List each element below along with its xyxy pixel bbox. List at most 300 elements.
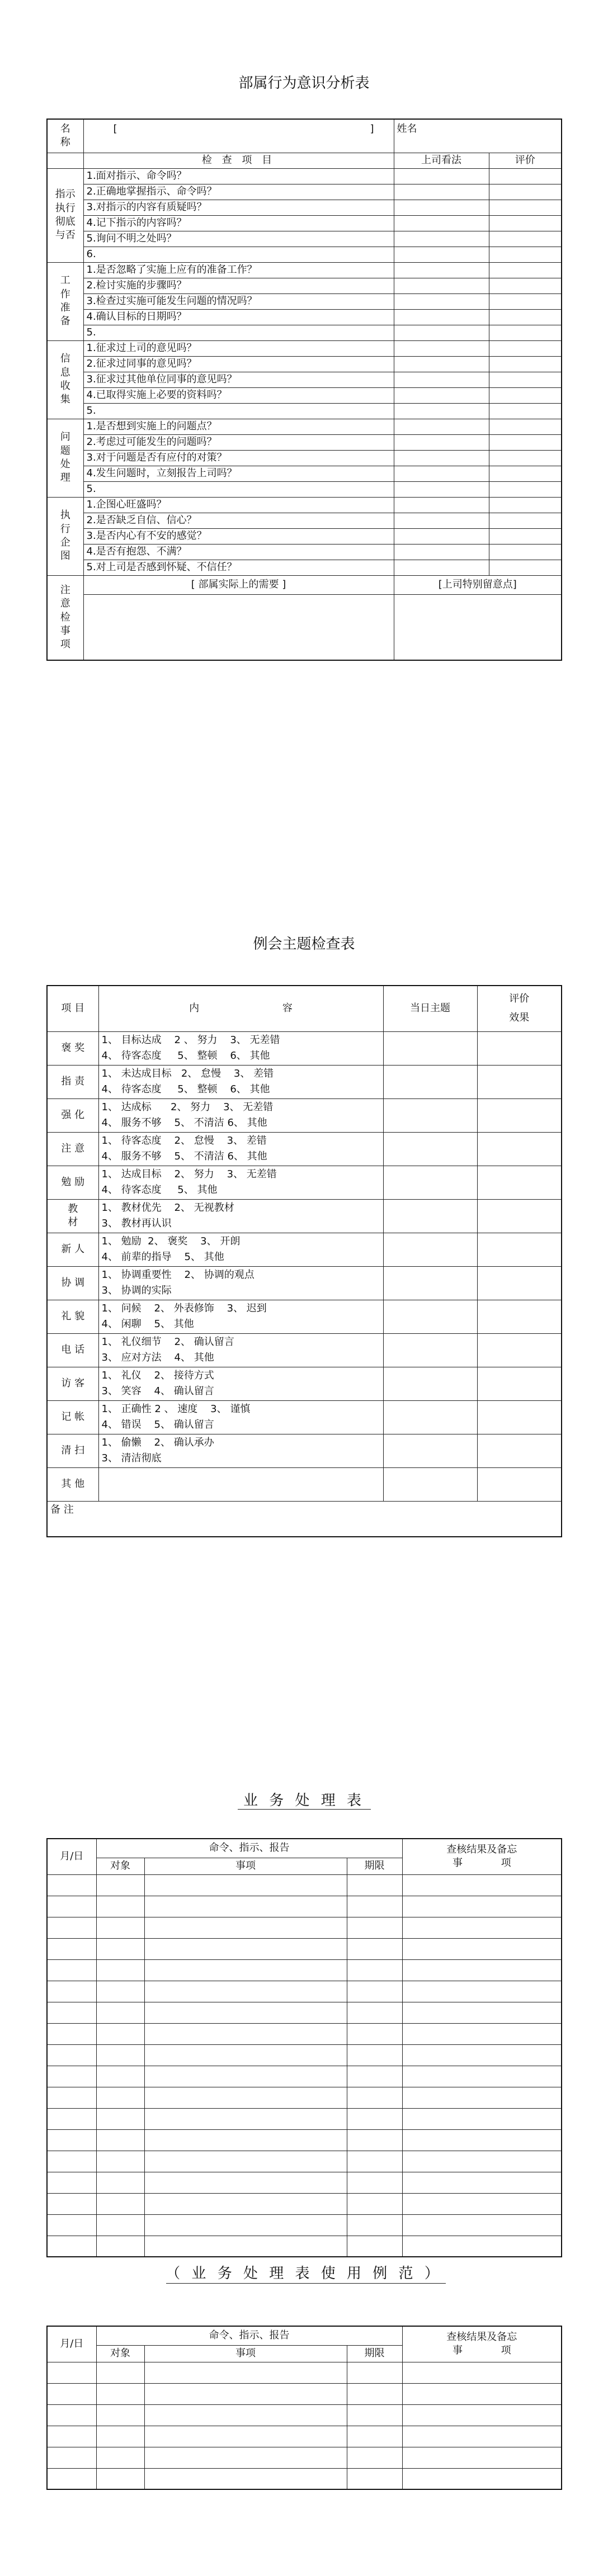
table-row — [47, 419, 562, 434]
evaluation-cell — [489, 262, 562, 278]
item-content — [98, 1467, 383, 1501]
check-item: 5. — [83, 403, 394, 419]
table-row — [47, 2172, 562, 2193]
section-label: 执 行 企 图 — [47, 497, 83, 575]
table-row — [47, 2468, 562, 2489]
evaluation-cell — [477, 1166, 562, 1199]
entry-cell — [47, 1917, 96, 1938]
entry-cell — [347, 2129, 402, 2151]
content-line: 1、 达成目标 2、 努力 3、 无差错 — [101, 1168, 277, 1181]
evaluation-cell — [489, 168, 562, 184]
table-row — [47, 2108, 562, 2129]
evaluation-cell — [477, 1434, 562, 1467]
daily-theme-cell — [383, 1065, 477, 1098]
entry-cell — [96, 2044, 144, 2066]
evaluation-cell — [477, 1300, 562, 1333]
content-line: 1、 达成标 2、 努力 3、 无差错 — [101, 1101, 274, 1114]
form3-title: 业 务 处 理 表 — [243, 1792, 365, 1809]
check-item: 1.企图心旺盛吗？ — [83, 497, 394, 513]
entry-cell — [402, 1917, 562, 1938]
table-row — [47, 278, 562, 293]
behavior-analysis-table — [46, 119, 562, 661]
entry-cell — [96, 2108, 144, 2129]
boss-view-cell — [394, 434, 489, 450]
table-row — [47, 340, 562, 356]
entry-cell — [47, 2468, 96, 2489]
header-blank — [47, 153, 83, 168]
entry-cell — [47, 2129, 96, 2151]
entry-cell — [96, 2193, 144, 2214]
entry-cell — [402, 2383, 562, 2404]
section-label: 工 作 准 备 — [47, 262, 83, 340]
entry-cell — [347, 2044, 402, 2066]
content-line: 4、 错误 5、 确认留言 — [101, 1419, 214, 1431]
content-line: 1、 待客态度 2、 怠慢 3、 差错 — [101, 1135, 267, 1147]
entry-cell — [47, 1874, 96, 1896]
table-row — [47, 2383, 562, 2404]
entry-cell — [347, 1896, 402, 1917]
table-row — [47, 1199, 562, 1233]
entry-cell — [144, 2426, 347, 2447]
table-row — [47, 513, 562, 528]
entry-cell — [347, 1938, 402, 1959]
section-label: 信 息 收 集 — [47, 340, 83, 419]
entry-cell — [347, 2426, 402, 2447]
content-line: 1、 勉励 2、 褒奖 3、 开朗 — [101, 1235, 241, 1248]
person-name-field: 姓名 — [394, 119, 562, 153]
remark-label: 备 注 — [47, 1501, 562, 1537]
item-content — [98, 1199, 383, 1233]
content-line: 1、 问候 2、 外表修饰 3、 迟到 — [101, 1303, 267, 1315]
item-content — [98, 1367, 383, 1400]
notes-boss-body — [394, 594, 562, 660]
boss-view-cell — [394, 466, 489, 481]
entry-cell — [402, 2362, 562, 2383]
table-row — [47, 2129, 562, 2151]
entry-cell — [96, 2002, 144, 2023]
table-row — [47, 1501, 562, 1537]
entry-cell — [144, 2129, 347, 2151]
entry-cell — [347, 2193, 402, 2214]
check-item: 2.是否缺乏自信、信心？ — [83, 513, 394, 528]
form1-title: 部属行为意识分析表 — [238, 75, 370, 92]
entry-cell — [402, 2023, 562, 2044]
entry-cell — [144, 1874, 347, 1896]
notes-label: 注 意 检 事 项 — [47, 575, 83, 660]
entry-cell — [144, 1917, 347, 1938]
entry-cell — [144, 2404, 347, 2426]
evaluation-cell — [489, 481, 562, 497]
content-line: 4、 待客态度 5、 其他 — [101, 1184, 218, 1196]
entry-cell — [347, 2383, 402, 2404]
entry-cell — [402, 1896, 562, 1917]
entry-cell — [47, 2447, 96, 2468]
table-row — [47, 2362, 562, 2383]
header-evaluation: 评价 效果 — [477, 986, 562, 1031]
check-item: 4.确认目标的日期吗？ — [83, 309, 394, 325]
entry-cell — [47, 2066, 96, 2087]
item-label: 礼 貌 — [47, 1300, 98, 1333]
check-item: 4.已取得实施上必要的资料吗？ — [83, 387, 394, 403]
entry-cell — [47, 2172, 96, 2193]
table-row — [47, 2326, 562, 2345]
table-row — [47, 168, 562, 184]
content-line: 3、 协调的实际 — [101, 1285, 172, 1296]
boss-view-cell — [394, 278, 489, 293]
evaluation-cell — [489, 200, 562, 215]
content-line: 4、 服务不够 5、 不清洁 6、 其他 — [101, 1150, 267, 1162]
check-item: 5. — [83, 325, 394, 340]
evaluation-cell — [477, 1031, 562, 1065]
daily-theme-cell — [383, 1367, 477, 1400]
entry-cell — [402, 2172, 562, 2193]
result-memo-label: 查核结果及备忘 事 项 — [402, 2326, 562, 2362]
entry-cell — [96, 1874, 144, 1896]
content-line: 1、 礼仪细节 2、 确认留言 — [101, 1336, 234, 1348]
name-bracket-open: [ — [113, 123, 117, 135]
date-label: 月/日 — [47, 2326, 96, 2362]
table-row — [47, 1098, 562, 1132]
notes-actual-body — [83, 594, 394, 660]
boss-view-cell — [394, 168, 489, 184]
entry-cell — [96, 1981, 144, 2002]
boss-view-cell — [394, 450, 489, 466]
deadline-label: 期限 — [347, 1858, 402, 1874]
check-item: 3.对指示的内容有质疑吗？ — [83, 200, 394, 215]
check-item: 2.检讨实施的步骤吗？ — [83, 278, 394, 293]
entry-cell — [96, 2236, 144, 2257]
entry-cell — [347, 2404, 402, 2426]
boss-view-cell — [394, 372, 489, 387]
entry-cell — [144, 2236, 347, 2257]
entry-cell — [347, 2447, 402, 2468]
boss-view-cell — [394, 387, 489, 403]
entry-cell — [144, 1981, 347, 2002]
notes-boss-attention: [上司特别留意点] — [394, 575, 562, 594]
boss-view-cell — [394, 419, 489, 434]
entry-cell — [347, 2066, 402, 2087]
table-row — [47, 1233, 562, 1266]
entry-cell — [347, 2214, 402, 2236]
item-label: 教 材 — [47, 1199, 98, 1233]
table-row — [47, 1896, 562, 1917]
evaluation-cell — [489, 247, 562, 262]
content-line: 1、 偷懒 2、 确认承办 — [101, 1437, 214, 1449]
boss-view-cell — [394, 560, 489, 575]
boss-view-cell — [394, 262, 489, 278]
check-item: 4.发生问题时，立刻报告上司吗？ — [83, 466, 394, 481]
table-row — [47, 1031, 562, 1065]
item-content — [98, 1132, 383, 1166]
table-row — [47, 325, 562, 340]
table-row — [47, 575, 562, 594]
entry-cell — [347, 2002, 402, 2023]
entry-cell — [47, 2044, 96, 2066]
evaluation-cell — [489, 387, 562, 403]
content-line: 3、 清洁彻底 — [101, 1452, 162, 1464]
item-content — [98, 1233, 383, 1266]
entry-cell — [347, 2151, 402, 2172]
header-content: 内 容 — [98, 986, 383, 1031]
evaluation-cell — [489, 372, 562, 387]
entry-cell — [96, 1896, 144, 1917]
evaluation-cell — [477, 1233, 562, 1266]
table-row — [47, 986, 562, 1031]
item-label: 褒 奖 — [47, 1031, 98, 1065]
form4-title: （ 业 务 处 理 表 使 用 例 范 ） — [166, 2265, 442, 2282]
name-field — [83, 119, 394, 153]
item-label: 记 帐 — [47, 1400, 98, 1434]
entry-cell — [347, 2362, 402, 2383]
evaluation-cell — [477, 1199, 562, 1233]
table-row — [47, 184, 562, 200]
evaluation-cell — [489, 184, 562, 200]
entry-cell — [96, 2426, 144, 2447]
table-row — [47, 356, 562, 372]
content-line: 4、 待客态度 5、 整顿 6、 其他 — [101, 1050, 270, 1062]
content-line: 3、 笑容 4、 确认留言 — [101, 1385, 214, 1397]
business-handling-table — [46, 1838, 562, 2257]
table-row — [47, 2447, 562, 2468]
table-row — [47, 1839, 562, 1858]
entry-cell — [347, 2023, 402, 2044]
entry-cell — [402, 2214, 562, 2236]
content-line: 3、 教材再认识 — [101, 1218, 172, 1229]
form2-title: 例会主题检查表 — [253, 936, 355, 953]
entry-cell — [347, 2236, 402, 2257]
evaluation-cell — [489, 356, 562, 372]
table-row — [47, 1400, 562, 1434]
daily-theme-cell — [383, 1233, 477, 1266]
daily-theme-cell — [383, 1400, 477, 1434]
table-row — [47, 1959, 562, 1981]
table-row — [47, 1065, 562, 1098]
form3-title-underline — [238, 1809, 371, 1810]
table-row — [47, 1333, 562, 1367]
table-row — [47, 2087, 562, 2108]
boss-view-cell — [394, 231, 489, 247]
item-label: 注 意 — [47, 1132, 98, 1166]
item-label: 强 化 — [47, 1098, 98, 1132]
entry-cell — [144, 2044, 347, 2066]
entry-cell — [347, 2108, 402, 2129]
command-group-label: 命令、指示、报告 — [96, 2326, 402, 2345]
item-label: 勉 励 — [47, 1166, 98, 1199]
header-item: 项 目 — [47, 986, 98, 1031]
table-row — [47, 119, 562, 153]
boss-view-cell — [394, 497, 489, 513]
check-item: 5.对上司是否感到怀疑、不信任？ — [83, 560, 394, 575]
item-content — [98, 1266, 383, 1300]
command-group-label: 命令、指示、报告 — [96, 1839, 402, 1858]
evaluation-cell — [489, 325, 562, 340]
entry-cell — [402, 2002, 562, 2023]
entry-cell — [96, 2066, 144, 2087]
entry-cell — [47, 1959, 96, 1981]
content-line: 1、 未达成目标 2、 怠慢 3、 差错 — [101, 1068, 274, 1080]
item-label: 协 调 — [47, 1266, 98, 1300]
check-item: 1.是否忽略了实施上应有的准备工作？ — [83, 262, 394, 278]
entry-cell — [47, 2404, 96, 2426]
entry-cell — [402, 2468, 562, 2489]
date-label: 月/日 — [47, 1839, 96, 1874]
entry-cell — [144, 1938, 347, 1959]
entry-cell — [347, 1959, 402, 1981]
entry-cell — [144, 2383, 347, 2404]
evaluation-cell — [477, 1467, 562, 1501]
table-row — [47, 309, 562, 325]
table-row — [47, 2066, 562, 2087]
check-item: 2.征求过同事的意见吗？ — [83, 356, 394, 372]
evaluation-cell — [477, 1065, 562, 1098]
boss-view-cell — [394, 356, 489, 372]
content-line: 1、 目标达成 2 、 努力 3、 无差错 — [101, 1034, 280, 1046]
entry-cell — [47, 2108, 96, 2129]
table-row — [47, 1166, 562, 1199]
check-item: 2.正确地掌握指示、命令吗？ — [83, 184, 394, 200]
entry-cell — [402, 2193, 562, 2214]
item-content — [98, 1434, 383, 1467]
entry-cell — [402, 2151, 562, 2172]
item-label: 其 他 — [47, 1467, 98, 1501]
daily-theme-cell — [383, 1098, 477, 1132]
entry-cell — [144, 2002, 347, 2023]
table-row — [47, 2426, 562, 2447]
entry-cell — [47, 2002, 96, 2023]
table-row — [47, 1981, 562, 2002]
content-line: 4、 闲聊 5、 其他 — [101, 1318, 194, 1330]
table-row — [47, 2151, 562, 2172]
entry-cell — [402, 2087, 562, 2108]
table-row — [47, 2214, 562, 2236]
entry-cell — [96, 2172, 144, 2193]
table-row — [47, 387, 562, 403]
evaluation-cell — [489, 528, 562, 544]
target-label: 对象 — [96, 2345, 144, 2362]
result-memo-label: 查核结果及备忘 事 项 — [402, 1839, 562, 1874]
entry-cell — [402, 2426, 562, 2447]
entry-cell — [144, 2023, 347, 2044]
table-row — [47, 497, 562, 513]
table-row — [47, 2002, 562, 2023]
boss-view-cell — [394, 340, 489, 356]
entry-cell — [96, 2404, 144, 2426]
table-row — [47, 544, 562, 560]
content-line: 3、 应对方法 4、 其他 — [101, 1352, 214, 1363]
name-bracket-close: ] — [370, 123, 374, 135]
boss-view-cell — [394, 247, 489, 262]
entry-cell — [96, 1917, 144, 1938]
table-row — [47, 450, 562, 466]
evaluation-cell — [477, 1266, 562, 1300]
evaluation-cell — [489, 231, 562, 247]
evaluation-cell — [489, 403, 562, 419]
item-label: 清 扫 — [47, 1434, 98, 1467]
content-line: 4、 前辈的指导 5、 其他 — [101, 1251, 224, 1263]
item-label: 电 话 — [47, 1333, 98, 1367]
item-content — [98, 1300, 383, 1333]
entry-cell — [144, 2362, 347, 2383]
table-row — [47, 153, 562, 168]
entry-cell — [47, 2151, 96, 2172]
table-row — [47, 372, 562, 387]
table-row — [47, 200, 562, 215]
table-row — [47, 1266, 562, 1300]
entry-cell — [347, 1981, 402, 2002]
evaluation-cell — [477, 1098, 562, 1132]
evaluation-cell — [477, 1132, 562, 1166]
entry-cell — [347, 2087, 402, 2108]
table-row — [47, 2236, 562, 2257]
daily-theme-cell — [383, 1333, 477, 1367]
entry-cell — [402, 2044, 562, 2066]
entry-cell — [402, 2404, 562, 2426]
section-label: 问 题 处 理 — [47, 419, 83, 497]
header-items: 检 查 项 目 — [83, 153, 394, 168]
boss-view-cell — [394, 403, 489, 419]
header-evaluation: 评价 — [489, 153, 562, 168]
entry-cell — [96, 1938, 144, 1959]
entry-cell — [144, 2193, 347, 2214]
content-line: 1、 正确性 2 、 速度 3、 谨慎 — [101, 1403, 251, 1415]
boss-view-cell — [394, 293, 489, 309]
evaluation-cell — [489, 309, 562, 325]
item-content — [98, 1031, 383, 1065]
table-row — [47, 231, 562, 247]
content-line: 1、 协调重要性 2、 协调的观点 — [101, 1269, 254, 1281]
content-line: 1、 教材优先 2、 无视教材 — [101, 1202, 234, 1214]
table-row — [47, 215, 562, 231]
boss-view-cell — [394, 528, 489, 544]
check-item: 4.是否有抱怨、不满？ — [83, 544, 394, 560]
matter-label: 事项 — [144, 2345, 347, 2362]
header-daily-theme: 当日主题 — [383, 986, 477, 1031]
entry-cell — [47, 1981, 96, 2002]
evaluation-cell — [477, 1400, 562, 1434]
table-row — [47, 2404, 562, 2426]
evaluation-cell — [489, 419, 562, 434]
evaluation-cell — [489, 340, 562, 356]
entry-cell — [347, 1874, 402, 1896]
entry-cell — [47, 2193, 96, 2214]
entry-cell — [402, 2236, 562, 2257]
entry-cell — [144, 1959, 347, 1981]
item-content — [98, 1333, 383, 1367]
boss-view-cell — [394, 544, 489, 560]
table-row — [47, 1132, 562, 1166]
entry-cell — [47, 2236, 96, 2257]
evaluation-cell — [489, 560, 562, 575]
entry-cell — [144, 2151, 347, 2172]
evaluation-cell — [489, 513, 562, 528]
daily-theme-cell — [383, 1266, 477, 1300]
table-row — [47, 1367, 562, 1400]
header-boss-view: 上司看法 — [394, 153, 489, 168]
table-row — [47, 2193, 562, 2214]
evaluation-cell — [489, 497, 562, 513]
table-row — [47, 1467, 562, 1501]
check-item: 1.征求过上司的意见吗？ — [83, 340, 394, 356]
check-item: 3.对于问题是否有应付的对策？ — [83, 450, 394, 466]
table-row — [47, 2023, 562, 2044]
evaluation-cell — [489, 450, 562, 466]
target-label: 对象 — [96, 1858, 144, 1874]
check-item: 1.面对指示、命令吗？ — [83, 168, 394, 184]
matter-label: 事项 — [144, 1858, 347, 1874]
entry-cell — [47, 2087, 96, 2108]
evaluation-cell — [489, 544, 562, 560]
table-row — [47, 262, 562, 278]
